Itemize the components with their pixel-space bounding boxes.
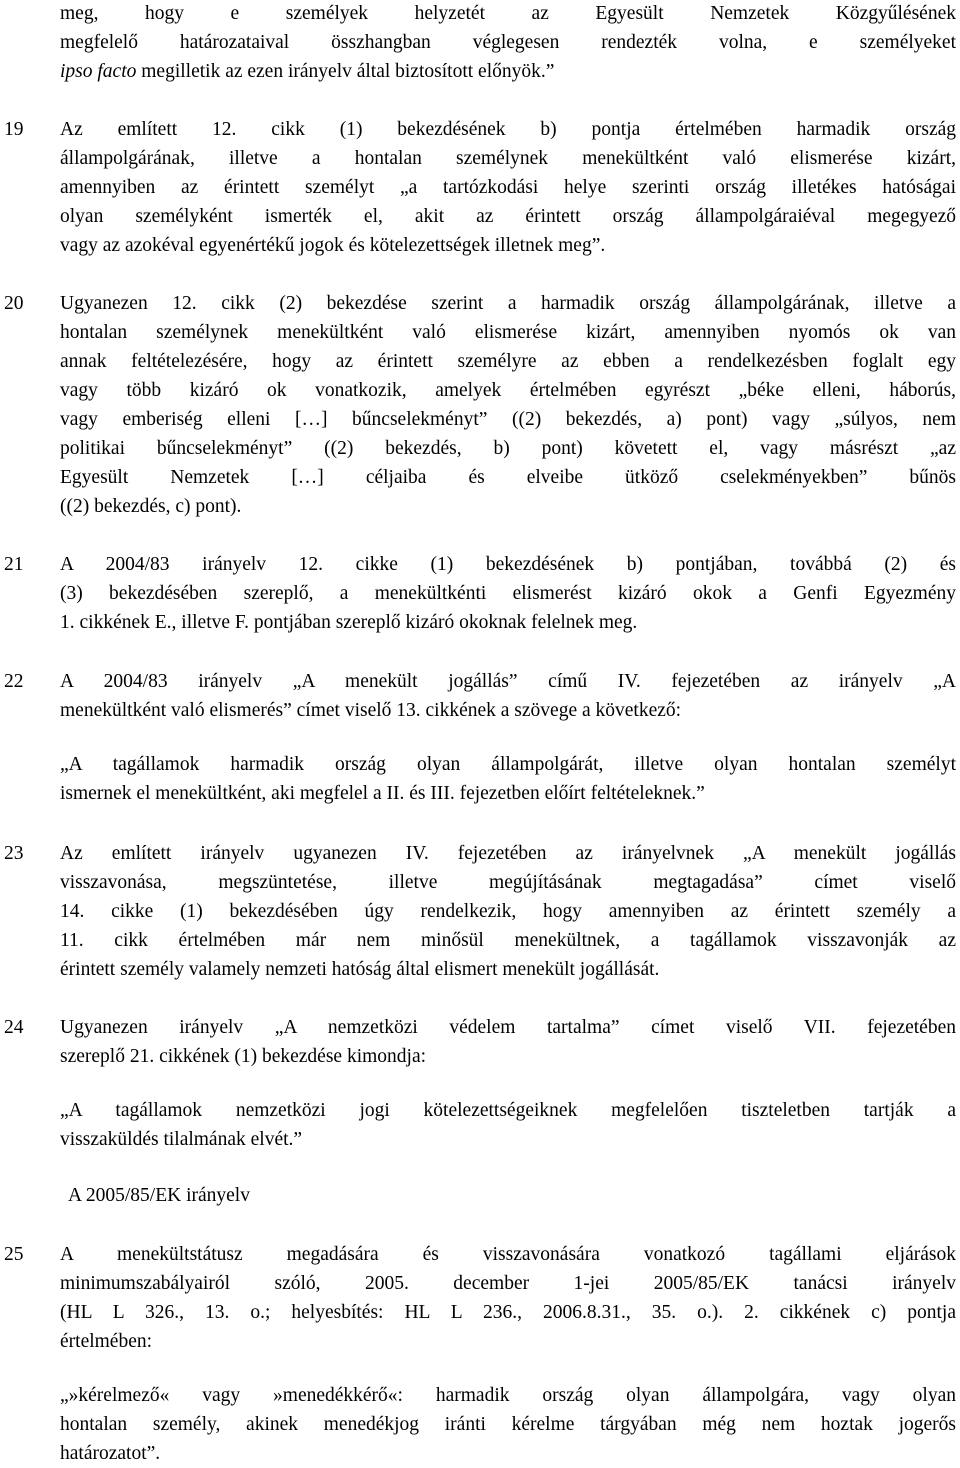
paragraph-intro	[60, 0, 956, 86]
quote-22	[60, 750, 956, 808]
text-line: (HL L 326., 13. o.; helyesbítés: HL L 236., 2006.8.31., 35. o.). 2. cikkének c) pontja	[60, 1302, 956, 1323]
text-line	[60, 57, 956, 86]
text-line: megfelelő határozataival összhangban véglegesen rendezték volna, e személyeket	[60, 32, 956, 53]
text-line: amennyiben az érintett személyt „a tartózkodási helye szerinti ország illetékes hatóságai	[60, 177, 956, 198]
text-line: „A tagállamok harmadik ország olyan állampolgárát, illetve olyan hontalan személyt	[60, 754, 956, 775]
paragraph-24	[60, 1013, 956, 1071]
text-line: szereplő 21. cikkének (1) bekezdése kimondja:	[60, 1046, 427, 1067]
text-line: állampolgárának, illetve a hontalan személynek menekültként való elismerése kizárt,	[60, 148, 956, 169]
text-line: 1. cikkének E., illetve F. pontjában szereplő kizáró okoknak felelnek meg.	[60, 612, 638, 633]
quote-25	[60, 1381, 956, 1468]
quote-24	[60, 1096, 956, 1154]
text-line: 14. cikke (1) bekezdésében úgy rendelkezik, hogy amennyiben az érintett személy a	[60, 901, 956, 922]
text-line: ((2) bekezdés, c) pont).	[60, 496, 242, 517]
paragraph-21	[60, 550, 956, 637]
paragraph-number: 21	[4, 554, 24, 575]
text-line: 11. cikk értelmében már nem minősül menekültnek, a tagállamok visszavonják az	[60, 930, 956, 951]
text-line: A menekültstátusz megadására és visszavonására vonatkozó tagállami eljárások	[60, 1244, 956, 1265]
paragraph-25	[60, 1240, 956, 1356]
text-line: Ugyanezen 12. cikk (2) bekezdése szerint a harmadik ország állampolgárának, illetve a	[60, 293, 956, 314]
text-line: értelmében:	[60, 1331, 153, 1352]
section-heading: A 2005/85/EK irányelv	[68, 1185, 250, 1206]
paragraph-20	[60, 289, 956, 521]
text-line: olyan személyként ismerték el, akit az érintett ország állampolgáraiéval megegyező	[60, 206, 956, 227]
text-fragment: megilletik az ezen irányelv által biztosított előnyök.”	[136, 61, 555, 82]
text-line: érintett személy valamely nemzeti hatóság által elismert menekült jogállását.	[60, 959, 660, 980]
text-line: Az említett 12. cikk (1) bekezdésének b) pontja értelmében harmadik ország	[60, 119, 956, 140]
text-line: Egyesült Nemzetek […] céljaiba és elveibe ütköző cselekményekben” bűnös	[60, 467, 956, 488]
paragraph-22	[60, 667, 956, 725]
paragraph-number: 19	[4, 119, 24, 140]
paragraph-number: 23	[4, 843, 24, 864]
text-line: hontalan személynek menekültként való elismerése kizárt, amennyiben nyomós ok van	[60, 322, 956, 343]
paragraph-number: 22	[4, 671, 24, 692]
paragraph-number: 24	[4, 1017, 24, 1038]
text-line: politikai bűncselekményt” ((2) bekezdés, b) pont) követett el, vagy másrészt „az	[60, 438, 956, 459]
text-line: vagy az azokéval egyenértékű jogok és kötelezettségek illetnek meg”.	[60, 235, 606, 256]
paragraph-number: 20	[4, 293, 24, 314]
text-line: minimumszabályairól szóló, 2005. december 1-jei 2005/85/EK tanácsi irányelv	[60, 1273, 956, 1294]
text-line: „A tagállamok nemzetközi jogi kötelezettségeiknek megfelelően tiszteletben tartják a	[60, 1100, 956, 1121]
text-line: A 2004/83 irányelv 12. cikke (1) bekezdésének b) pontjában, továbbá (2) és	[60, 554, 956, 575]
text-line: vagy több kizáró ok vonatkozik, amelyek értelmében egyrészt „béke elleni, háborús,	[60, 380, 956, 401]
text-line: visszavonása, megszüntetése, illetve megújításának megtagadása” címet viselő	[60, 872, 956, 893]
text-line: „»kérelmező« vagy »menedékkérő«: harmadik ország olyan állampolgára, vagy olyan	[60, 1385, 956, 1406]
text-line: visszaküldés tilalmának elvét.”	[60, 1129, 303, 1150]
text-line: meg, hogy e személyek helyzetét az Egyesült Nemzetek Közgyűlésének	[60, 3, 956, 24]
text-line: vagy emberiség elleni […] bűncselekményt” ((2) bekezdés, a) pont) vagy „súlyos, nem	[60, 409, 956, 430]
paragraph-number: 25	[4, 1244, 24, 1265]
paragraph-23	[60, 839, 956, 984]
text-line: hontalan személy, akinek menedékjog iránti kérelme tárgyában még nem hoztak jogerős	[60, 1414, 956, 1435]
text-line: annak feltételezésére, hogy az érintett személyre az ebben a rendelkezésben foglalt egy	[60, 351, 956, 372]
ipso-facto-italic: ipso facto	[60, 61, 137, 82]
text-line: menekültként való elismerés” címet viselő 13. cikkének a szövege a következő:	[60, 700, 682, 721]
text-line: A 2004/83 irányelv „A menekült jogállás” című IV. fejezetében az irányelv „A	[60, 671, 956, 692]
text-line: Ugyanezen irányelv „A nemzetközi védelem tartalma” címet viselő VII. fejezetében	[60, 1017, 956, 1038]
text-line: Az említett irányelv ugyanezen IV. fejezetében az irányelvnek „A menekült jogállás	[60, 843, 956, 864]
paragraph-19	[60, 115, 956, 260]
text-line: ismernek el menekültként, aki megfelel a II. és III. fejezetben előírt feltételeknek.”	[60, 783, 705, 804]
text-line: (3) bekezdésében szereplő, a menekültkénti elismerést kizáró okok a Genfi Egyezmény	[60, 583, 956, 604]
text-line: határozatot”.	[60, 1443, 161, 1464]
